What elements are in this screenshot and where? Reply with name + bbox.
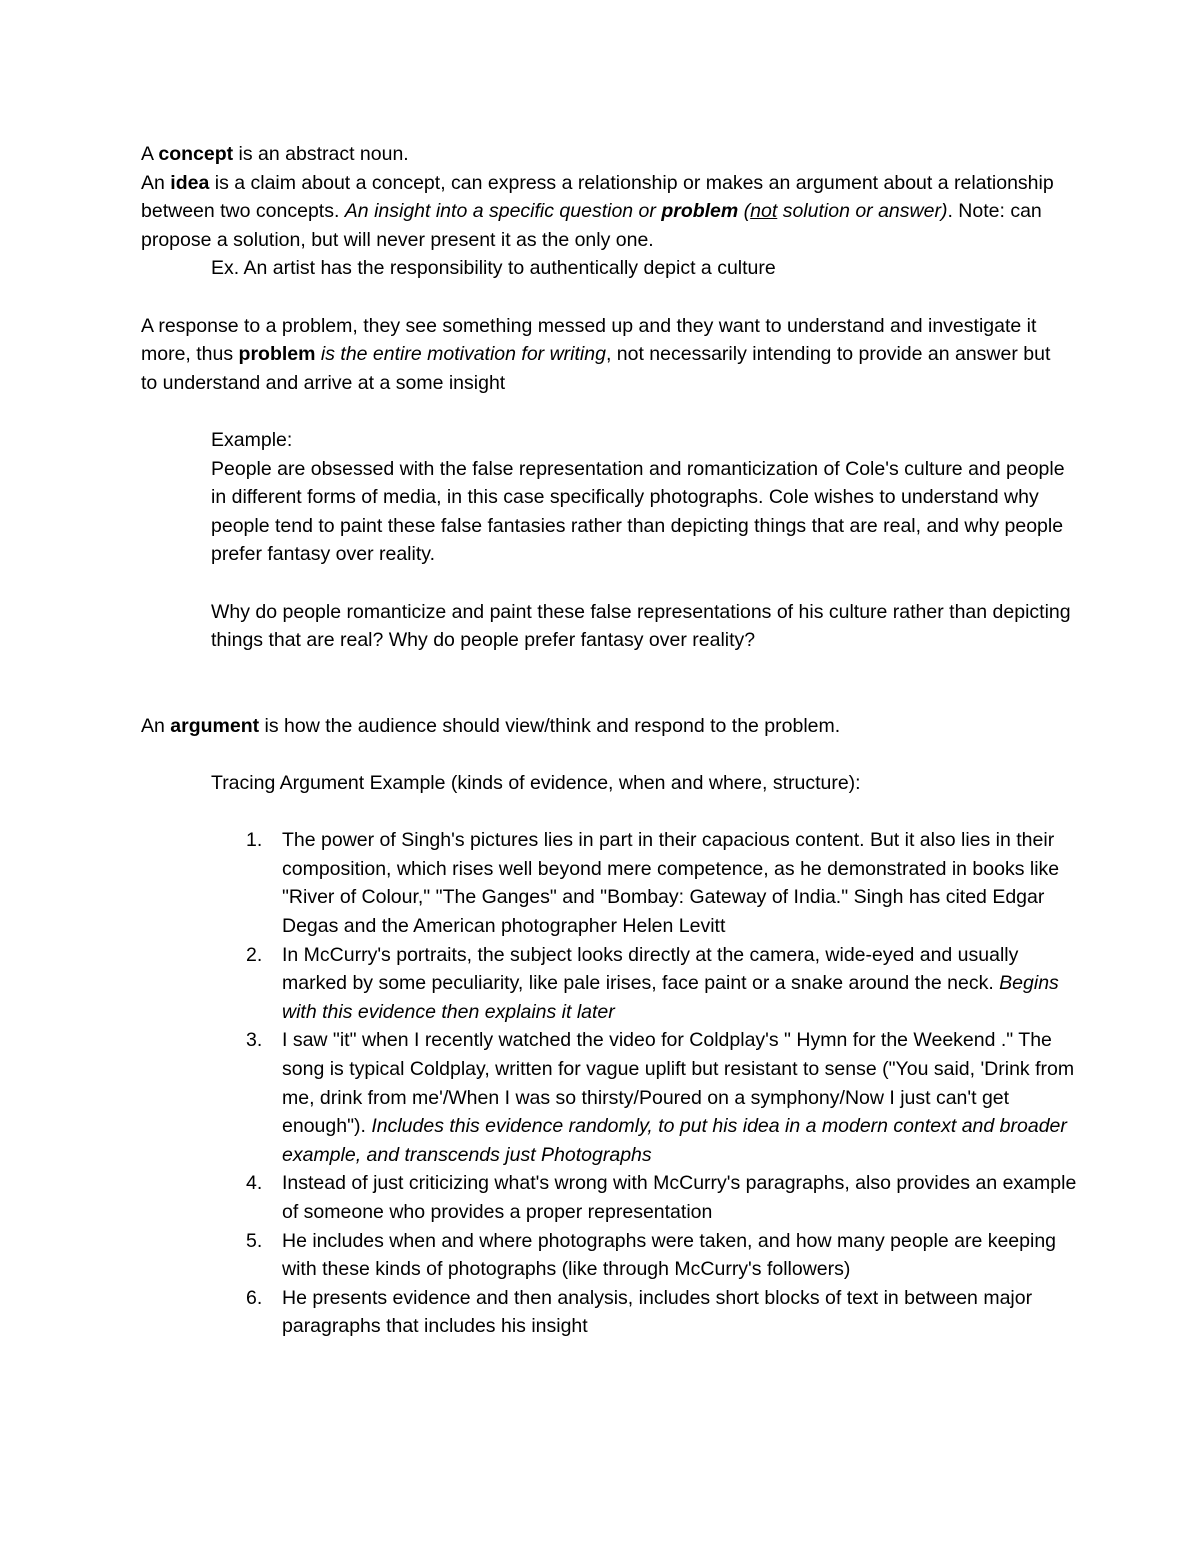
list-item: 5. He includes when and where photographs were taken, and how many people are keeping with these kinds of photographs (like through McCurry's followers) bbox=[246, 1229, 1057, 1281]
argument-definition: An argument is how the audience should view/think and respond to the problem. bbox=[141, 714, 841, 737]
list-item: 4. Instead of just criticizing what's wrong with McCurry's paragraphs, also provides an example of someone who provides a proper representation bbox=[246, 1172, 1077, 1223]
idea-example: Ex. An artist has the responsibility to authentically depict a culture bbox=[211, 257, 776, 280]
tracing-heading: Tracing Argument Example (kinds of evidence, when and where, structure): bbox=[211, 772, 861, 795]
example-question: Why do people romanticize and paint these false representations of his culture rather than depicting things that are real? Why do people prefer fantasy over reality? bbox=[211, 600, 1071, 652]
idea-definition: An idea is a claim about a concept, can express a relationship or makes an argument about a relationship between two concepts. An insight into a specific question or problem (not solution or answer). Note: can propose a solution, but will never present it as the only one. bbox=[141, 171, 1054, 251]
example-label: Example: bbox=[211, 428, 293, 451]
list-item: 2. In McCurry's portraits, the subject looks directly at the camera, wide-eyed and usually marked by some peculiarity, like pale irises, face paint or a snake around the neck. Begins with this evidence then explains it later bbox=[246, 943, 1059, 1023]
list-item: 6. He presents evidence and then analysis, includes short blocks of text in between major paragraphs that includes his insight bbox=[246, 1286, 1033, 1338]
problem-term: problem bbox=[661, 200, 739, 223]
example-text: People are obsessed with the false representation and romanticization of Cole's culture and people in different forms of media, in this case specifically photographs. Cole wishes to understand why people tend to paint these false fantasies rather than depicting things that are real, and why people prefer fantasy over reality. bbox=[211, 457, 1065, 566]
list-item: 3. I saw "it" when I recently watched the video for Coldplay's " Hymn for the Weekend ." The song is typical Coldplay, written for vague uplift but resistant to sense ("You said, 'Drink from me, drink from me'/When I was so thirsty/Poured on a symphony/Now I just can't get enough"). Includes this evidence randomly, to put his idea in a modern context and broader example, and transcends just Photographs bbox=[246, 1029, 1075, 1166]
document-body bbox=[141, 140, 1077, 1341]
problem-term-2: problem bbox=[238, 343, 316, 366]
concept-definition: A concept is an abstract noun. bbox=[141, 143, 409, 165]
list-item: 1. The power of Singh's pictures lies in part in their capacious content. But it also lies in their composition, which rises well beyond mere competence, as he demonstrated in books like "River of Colour," "The Ganges" and "Bombay: Gateway of India." Singh has cited Edgar Degas and the American photographer Helen Levitt bbox=[246, 829, 1060, 938]
idea-term: idea bbox=[170, 171, 210, 194]
evidence-list bbox=[141, 826, 1077, 1341]
argument-term: argument bbox=[170, 714, 260, 737]
not-underlined: not bbox=[750, 200, 778, 223]
response-paragraph: A response to a problem, they see something messed up and they want to understand and investigate it more, thus problem is the entire motivation for writing, not necessarily intending to provide an answer but to understand and arrive at a some insight bbox=[141, 314, 1051, 394]
concept-term: concept bbox=[158, 143, 234, 165]
